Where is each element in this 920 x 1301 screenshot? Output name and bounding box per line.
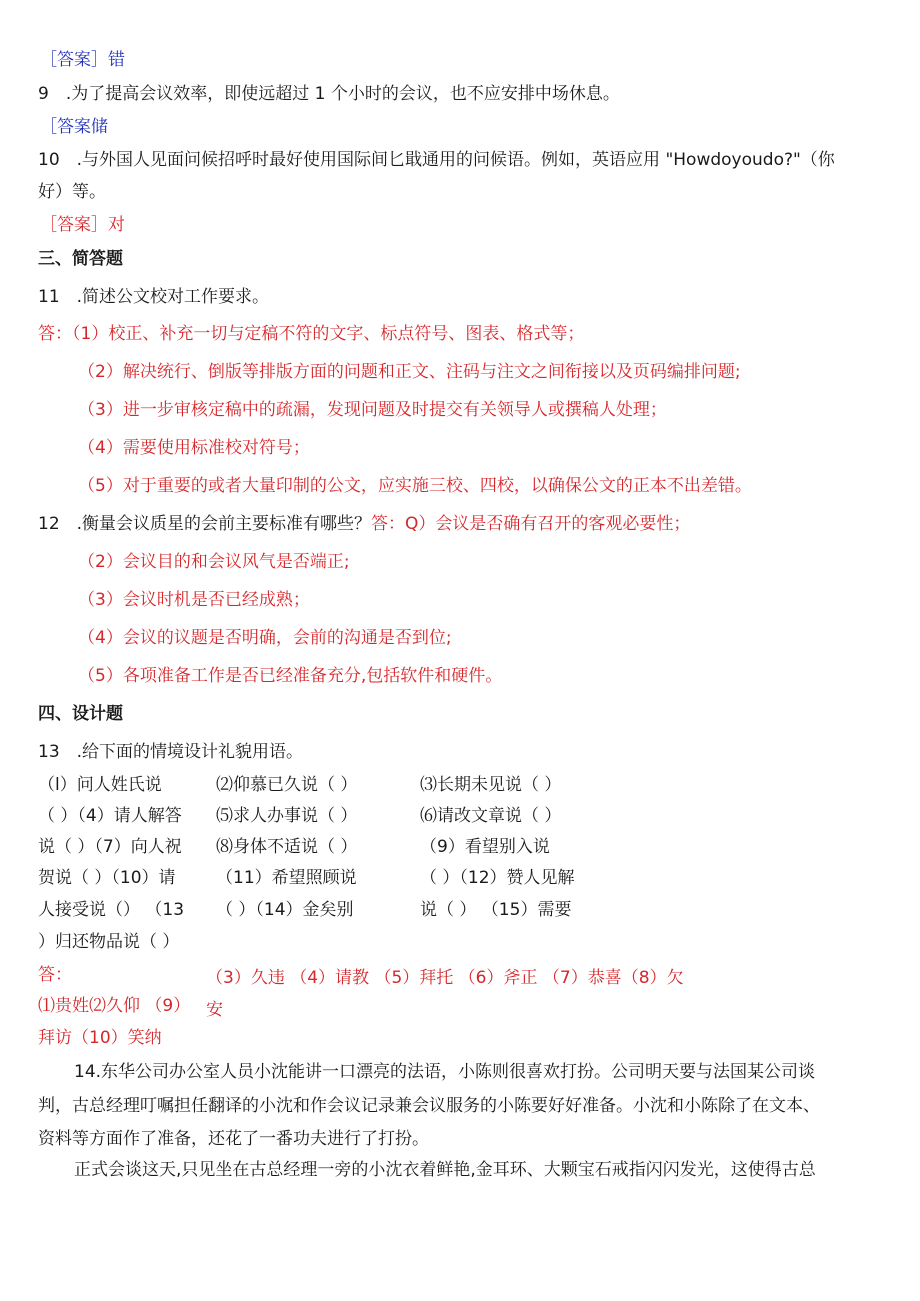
scenario-col2-r1: ⑵仰慕已久说（ ） xyxy=(216,775,358,795)
answer-13-right-line1: （3）久违 （4）请教 （5）拜托 （6）斧正 （7）恭喜（8）欠 xyxy=(206,968,684,988)
question-9: 9 .为了提高会议效率，即使远超过 1 个小时的会议，也不应安排中场休息。 xyxy=(38,84,620,104)
case-14-line4: 正式会谈这天,只见坐在古总经理一旁的小沈衣着鲜艳,金耳环、大颗宝石戒指闪闪发光，这使得古总 xyxy=(74,1160,816,1180)
answer-13-left-line2: 拜访（10）笑纳 xyxy=(38,1028,162,1048)
scenario-col3-r3: （9）看望别入说 xyxy=(420,837,550,857)
section-3-heading: 三、简答题 xyxy=(38,249,123,269)
case-14-line1: 14.东华公司办公室人员小沈能讲一口漂亮的法语，小陈则很喜欢打扮。公司明天要与法国某公司谈 xyxy=(74,1062,816,1082)
answer-11-item-1: 答：（1）校正、补充一切与定稿不符的文字、标点符号、图表、格式等； xyxy=(38,324,585,344)
line-ans10: ［答案］对 xyxy=(40,215,125,235)
answer-13-label: 答： xyxy=(38,965,72,985)
scenario-col1-r3: 说（ ）（7）向人祝 xyxy=(38,837,182,857)
case-14-line2: 判，古总经理叮嘱担任翻译的小沈和作会议记录兼会议服务的小陈要好好准备。小沈和小陈除了在文本、 xyxy=(38,1096,820,1116)
answer-12-item-3: （3）会议时机是否已经成熟； xyxy=(78,590,310,610)
scenario-col1-r4: 贺说（ ）（10）请 xyxy=(38,868,176,888)
case-14-line3: 资料等方面作了准备，还花了一番功夫进行了打扮。 xyxy=(38,1129,429,1149)
answer-11-item-3: （3）进一步审核定稿中的疏漏，发现问题及时提交有关领导人或撰稿人处理； xyxy=(78,400,667,420)
question-11: 11 .简述公文校对工作要求。 xyxy=(38,287,270,307)
question-12 xyxy=(38,512,690,536)
question-13: 13 .给下面的情境设计礼貌用语。 xyxy=(38,742,304,762)
answer-13-left-line1: ⑴贵姓⑵久仰 （9） xyxy=(38,996,191,1016)
scenario-col2-r3: ⑻身体不适说（ ） xyxy=(216,837,358,857)
answer-12-item-1: 答：Q）会议是否确有召开的客观必要性； xyxy=(371,514,691,534)
answer-11-item-5: （5）对于重要的或者大量印制的公文，应实施三校、四校，以确保公文的正本不出差错。 xyxy=(78,476,752,496)
scenario-col1-r1: （l）问人姓氏说 xyxy=(38,775,162,795)
line-ans9: ［答案储 xyxy=(40,117,108,137)
question-10-line2: 好）等。 xyxy=(38,182,106,202)
answer-13-right-line2: 安 xyxy=(206,1000,223,1020)
scenario-col3-r1: ⑶长期未见说（ ） xyxy=(420,775,562,795)
section-4-heading: 四、设计题 xyxy=(38,704,123,724)
answer-11-item-2: （2）解决统行、倒版等排版方面的问题和正文、注码与注文之间衔接以及页码编排问题; xyxy=(78,362,741,382)
scenario-col1-r5: 人接受说（） （13 xyxy=(38,900,185,920)
scenario-col1-r6: ）归还物品说（ ） xyxy=(38,932,180,952)
scenario-col3-r5: 说（ ） （15）需要 xyxy=(420,900,572,920)
line-ans8: ［答案］错 xyxy=(40,50,125,70)
answer-11-item-4: （4）需要使用标准校对符号； xyxy=(78,438,310,458)
scenario-col3-r4: （ ）（12）赞人见解 xyxy=(420,868,575,888)
scenario-col1-r2: （ ）（4）请人解答 xyxy=(38,806,182,826)
question-10-line1: 10 .与外国人见面问候招呼时最好使用国际间匕戢通用的问候语。例如，英语应用 "Howdoyoudo?"（你 xyxy=(38,150,835,170)
answer-12-item-4: （4）会议的议题是否明确，会前的沟通是否到位; xyxy=(78,628,452,648)
answer-12-item-2: （2）会议目的和会议风气是否端正; xyxy=(78,552,350,572)
answer-12-item-5: （5）各项准备工作是否已经准备充分,包括软件和硬件。 xyxy=(78,666,503,686)
scenario-col2-r5: （ ）（14）金矣别 xyxy=(216,900,354,920)
scenario-col2-r2: ⑸求人办事说（ ） xyxy=(216,806,358,826)
question-12-text: 12 .衡量会议质星的会前主要标准有哪些？ xyxy=(38,514,372,534)
scenario-col2-r4: （11）希望照顾说 xyxy=(216,868,357,888)
scenario-col3-r2: ⑹请改文章说（ ） xyxy=(420,806,562,826)
